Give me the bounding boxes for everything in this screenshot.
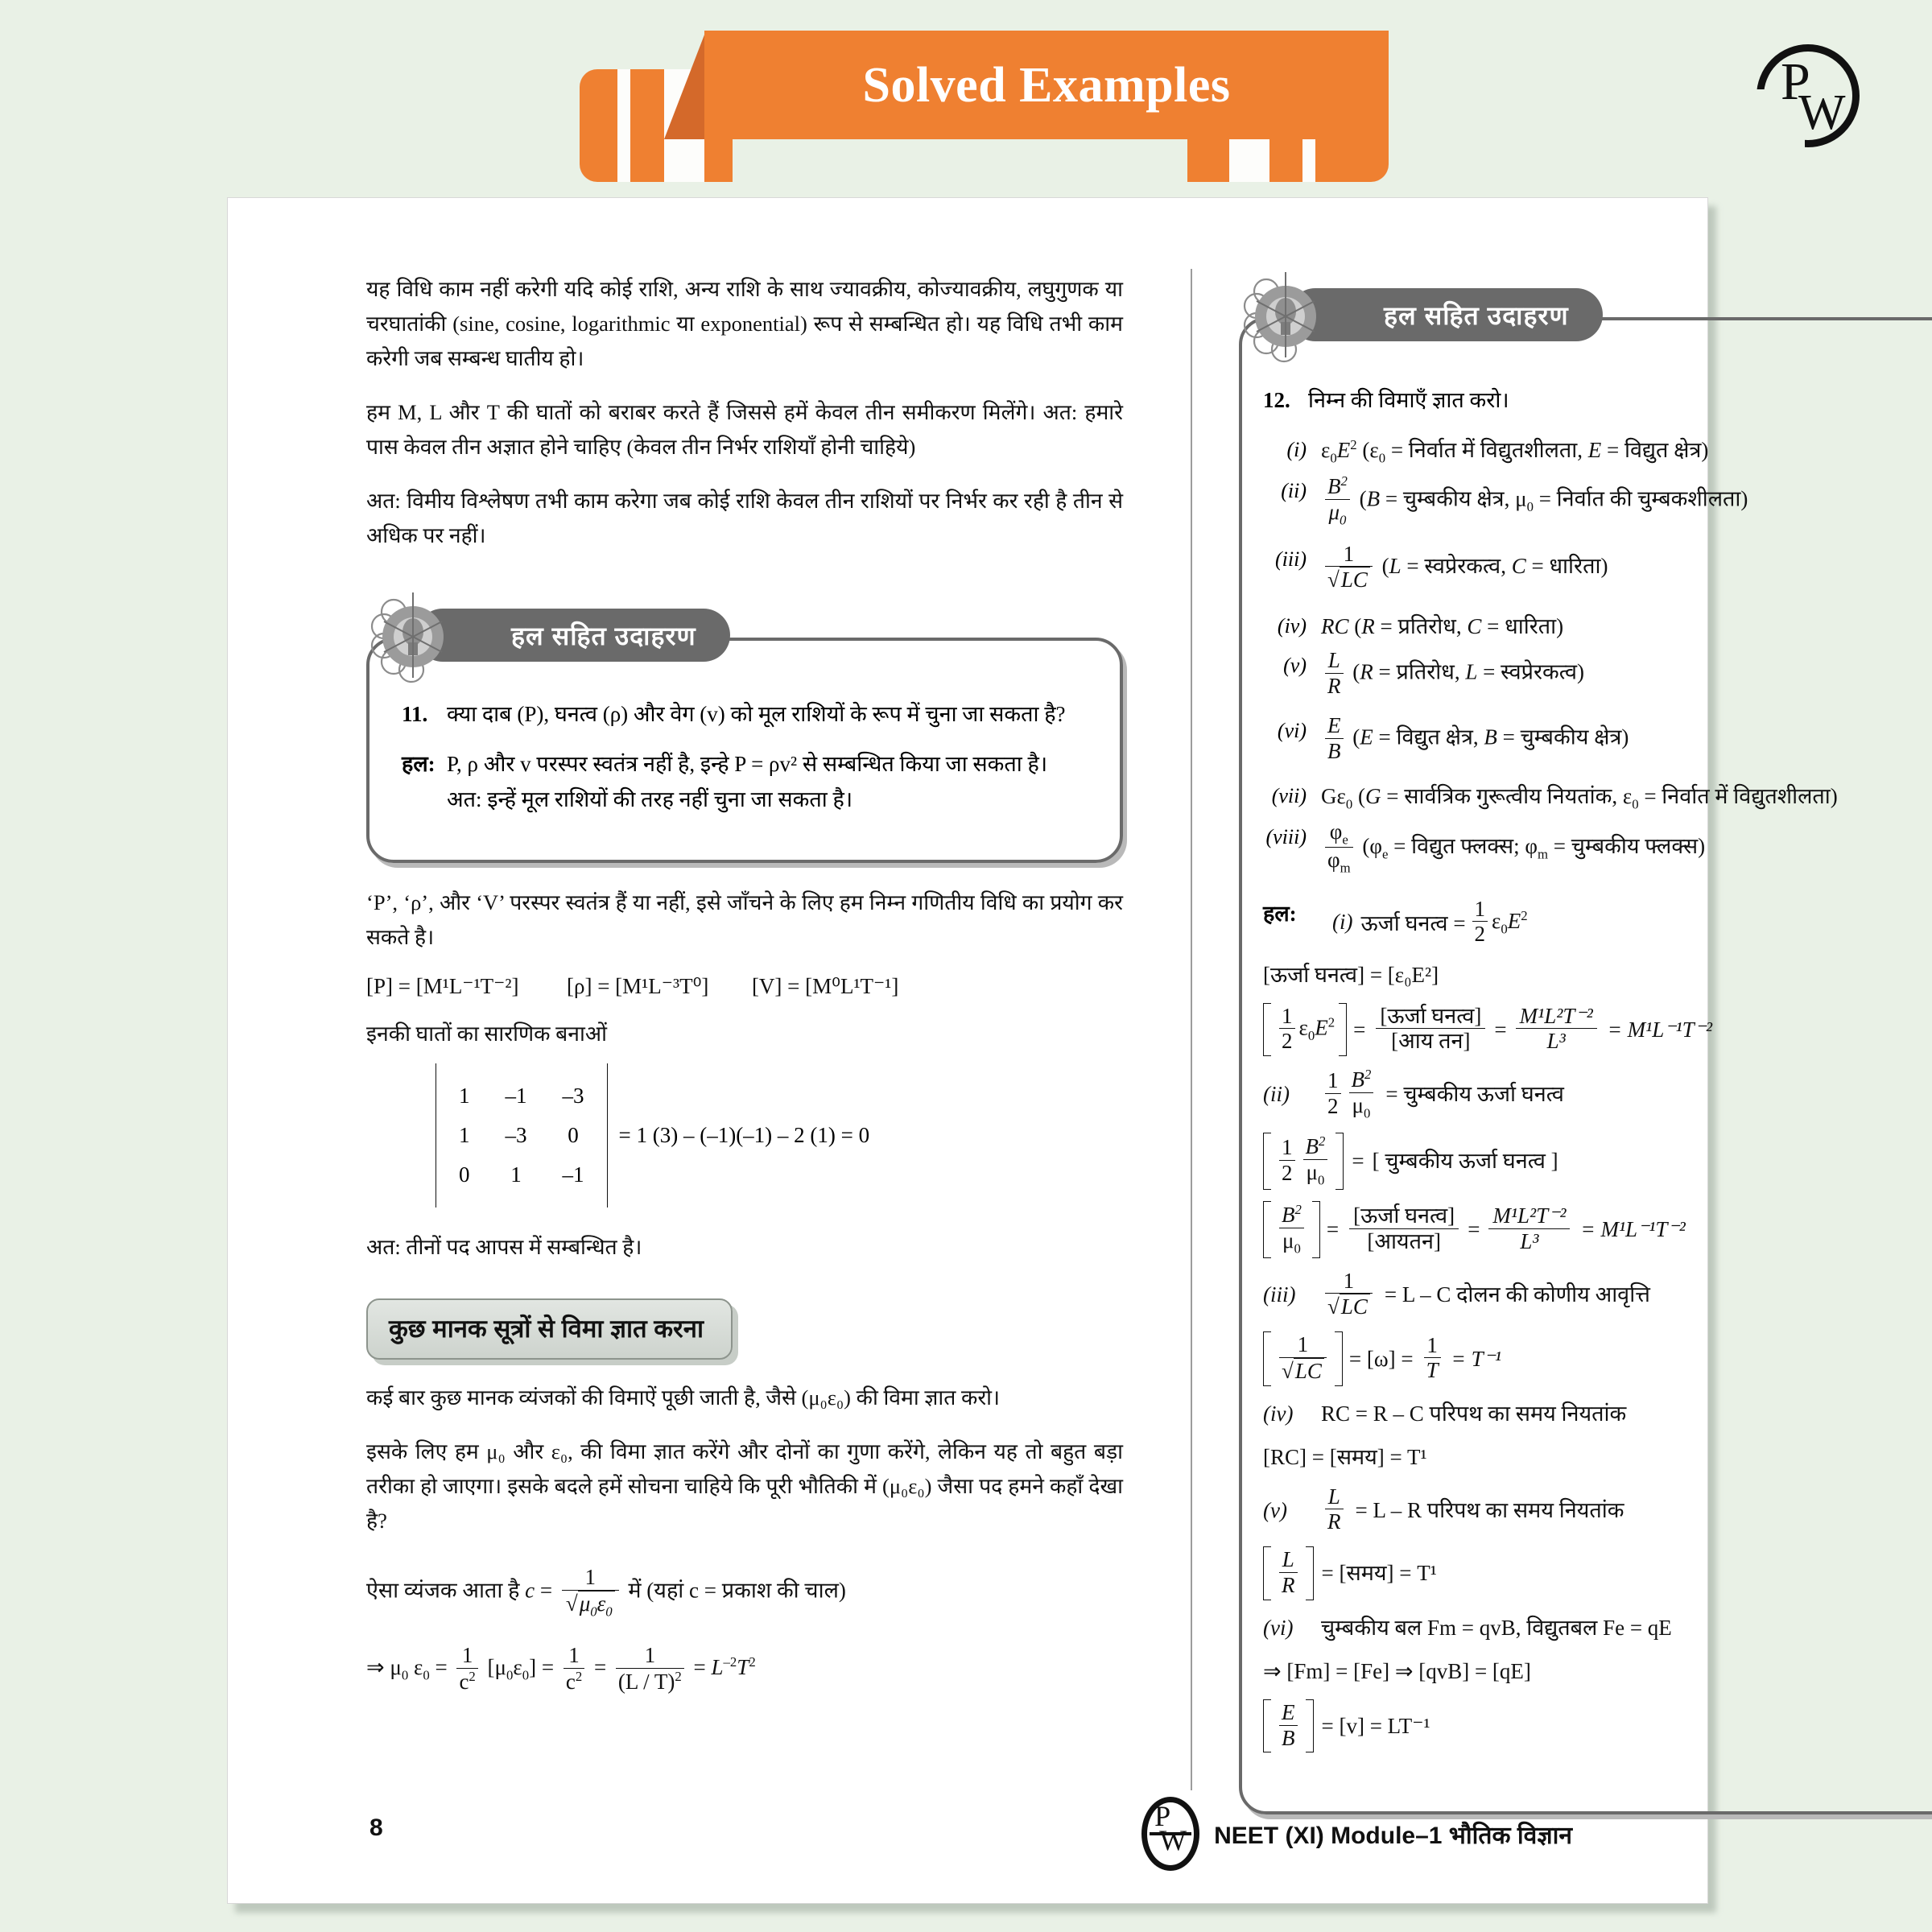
result: = M¹L⁻¹T⁻² (1580, 1216, 1686, 1241)
mid-den: L³ (1488, 1228, 1570, 1255)
paragraph: कई बार कुछ मानक व्यंजकों की विमाऐं पूछी जाती है, जैसे (μ₀ε₀) की विमा ज्ञात करो। (366, 1385, 1001, 1410)
pw-logo-letter-w: W (1798, 85, 1846, 140)
paragraph: यह विधि काम नहीं करेगी यदि कोई राशि, अन्य राशि के साथ ज्यावक्रीय, कोज्यावक्रीय, लघुगुणक या चरघातांकी (sine, cosine, logarithmic या exponential) रूप से सम्बन्धित हो। यह विधि तभी काम करेगी जब सम्बन्ध घातीय हो। (366, 277, 1123, 370)
solution-step-text: [ऊर्जा घनत्व] = [ε₀E²] (1263, 963, 1439, 988)
solution-item-numeral: (iii) (1263, 1282, 1296, 1307)
solution-item-numeral: (v) (1263, 1497, 1287, 1522)
solution-item-numeral: (iv) (1263, 1401, 1294, 1426)
det-cell: 1 (510, 1162, 522, 1187)
mu-epsilon-formula: ⇒ $\mu_0$ $\varepsilon_0$ = $\frac{1}{c^2}$ $[\mu_0\varepsilon_0]$ = $\frac{1}{c^2}$ = $\frac{1}{(L / T)^2}$ = $L^{-2}T^2$ (366, 1642, 756, 1694)
question-number: 12. (1263, 388, 1290, 412)
question-item: (i) $\varepsilon_0E^2$ ($\varepsilon_0$ = निर्वात में विद्युतशीलता, E = विद्युत क्षेत्र) (1263, 433, 1932, 469)
determinant-row (436, 1063, 1123, 1208)
mid-num: M¹L²T⁻² (1492, 1203, 1567, 1228)
solution-item-numeral: (ii) (1263, 1082, 1290, 1107)
dim-p: [P] = [M¹L⁻¹T⁻²] (366, 973, 519, 998)
num-label: [ऊर्जा घनत्व] (1380, 1003, 1482, 1028)
example-number: 11. (402, 702, 428, 727)
solution-step: (iii) $\frac{1}{√LC}$ = L – C दोलन की कोणीय आवृत्ति (1263, 1268, 1650, 1319)
solution-step-text: = [ω] = (1348, 1346, 1414, 1371)
formula-prefix: ऐसा व्यंजक आता है (366, 1578, 520, 1603)
speed-of-light-formula: ऐसा व्यंजक आता है c = $\frac{1}{√\mu_0\varepsilon_0}$ में (यहां c = प्रकाश की चाल) (366, 1565, 846, 1620)
det-cell: 1 (459, 1084, 470, 1108)
question-item: (v) $\frac{L}{R}$ (R = प्रतिरोध, L = स्वप्रेरकत्व) (1263, 649, 1932, 700)
solution-step: $\frac{E}{B}$ = [v] = LT⁻¹ (1263, 1699, 1932, 1753)
determinant-result: = 1 (3) – (–1)(–1) – 2 (1) = 0 (618, 1123, 870, 1148)
example-question-row (402, 697, 1088, 733)
paragraph: ‘P’, ‘ρ’, और ‘V’ परस्पर स्वतंत्र हैं या नहीं, इसे जाँचने के लिए हम निम्न गणितीय विधि का प्रयोग कर सकते है। (366, 890, 1123, 949)
banner-body (704, 31, 1389, 139)
pw-logo-letter-p: P (1154, 1800, 1171, 1832)
det-cell: 0 (568, 1123, 579, 1148)
solution-step: $\frac{L}{R}$ = [समय] = T¹ (1263, 1546, 1932, 1600)
determinant-matrix (436, 1063, 608, 1208)
question-item: (viii) $\frac{\varphi_e}{\varphi_m}$ ($\varphi_e$ = विद्युत फ्लक्स; $\varphi_m$ = चुम्बकीय फ्लक्स) (1263, 820, 1932, 877)
solution-step-text: = L – C दोलन की कोणीय आवृत्ति (1384, 1282, 1650, 1307)
dim-rho: [ρ] = [M¹L⁻³T⁰] (567, 973, 709, 998)
det-cell: 1 (459, 1123, 470, 1148)
footer-book-line: NEET (XI) Module–1 भौतिक विज्ञान (1214, 1822, 1572, 1849)
section-heading-label: कुछ मानक सूत्रों से विमा ज्ञात करना (389, 1315, 704, 1344)
column-divider (1191, 269, 1192, 1790)
num-label: [ऊर्जा घनत्व] (1353, 1203, 1455, 1228)
mid-den: L³ (1516, 1028, 1597, 1055)
solution-step: $\frac{B^2}{\mu_0}$ = $\frac{\text{[ऊर्जा घनत्व]}}{\text{[आयतन]}}$ = $\frac{\text{M¹L²T⁻²}}{\text{L³}}$ = M¹L⁻¹T⁻² (1263, 1201, 1932, 1258)
footer-brand (1141, 1797, 1572, 1871)
badge-pill (1289, 288, 1603, 341)
det-cell: 0 (459, 1162, 470, 1187)
example-question-text: क्या दाब (P), घनत्व (ρ) और वेग (v) को मूल राशियों के रूप में चुना जा सकता है? (447, 702, 1066, 727)
question-box (1239, 317, 1932, 1814)
solution-step (1263, 1441, 1932, 1474)
page-title: Solved Examples (862, 57, 1231, 113)
question-stem: निम्न की विमाएँ ज्ञात करो। (1308, 388, 1509, 412)
pw-logo-letter-p: P (1781, 52, 1810, 111)
solution-step-text: ⇒ [Fm] = [Fe] ⇒ [qvB] = [qE] (1263, 1659, 1531, 1684)
paragraph: अत: तीनों पद आपस में सम्बन्धित है। (366, 1235, 642, 1260)
solution-item-numeral: (i) (1332, 910, 1353, 935)
solution-step-text: RC = R – C परिपथ का समय नियतांक (1321, 1401, 1627, 1426)
page-footer (228, 1792, 1709, 1889)
left-column (366, 272, 1123, 1695)
example-solution-row (402, 747, 1088, 817)
solution-step: (v) $\frac{L}{R}$ = L – R परिपथ का समय नियतांक (1263, 1484, 1624, 1534)
section-heading (366, 1298, 733, 1360)
solution-step-text: [ चुम्बकीय ऊर्जा घनत्व ] (1372, 1149, 1558, 1174)
solution-step (1263, 1612, 1932, 1645)
solution-step-text: = [समय] = T¹ (1321, 1561, 1437, 1586)
example-solution-text: P, ρ और v परस्पर स्वतंत्र नहीं है, इन्हे P = ρv² से सम्बन्धित किया जा सकता है। अत: इन्हें मूल राशियों की तरह नहीं चुना जा सकता है। (447, 752, 1048, 811)
lightbulb-icon (1239, 269, 1335, 364)
solution-step (1263, 1655, 1932, 1688)
result: = M¹L⁻¹T⁻² (1607, 1017, 1712, 1042)
pw-logo-icon (1141, 1797, 1199, 1871)
solution-step: $\frac{1}{2}$ $\varepsilon_0E^2$ = $\frac{\text{[ऊर्जा घनत्व]}}{\text{[आय तन]}}$ = $\frac{\text{M¹L²T⁻²}}{\text{L³}}$ = M¹L⁻¹T⁻² (1263, 1003, 1932, 1057)
den-label: [आय तन] (1376, 1028, 1485, 1055)
item-numeral: (iv) (1277, 614, 1307, 638)
item-numeral: (viii) (1265, 824, 1307, 848)
solution-step: (ii) $\frac{1}{2}$ $\frac{B^2}{\mu_0}$ = चुम्बकीय ऊर्जा घनत्व (1263, 1067, 1564, 1121)
question-item: (vi) $\frac{E}{B}$ (E = विद्युत क्षेत्र, B = चुम्बकीय क्षेत्र) (1263, 714, 1932, 765)
example-box (366, 638, 1123, 862)
question-stem-row (1263, 383, 1932, 419)
paragraph: इसके लिए हम μ₀ और ε₀, की विमा ज्ञात करेंगे और दोनों का गुणा करेंगे, लेकिन यह तो बहुत बड़ा तरीका हो जाएगा। इसके बदले हमें सोचना चाहिये कि पूरी भौतिकी में (μ₀ε₀) जैसा पद हमने कहाँ देखा है? (366, 1439, 1123, 1534)
item-numeral: (i) (1286, 437, 1307, 461)
det-cell: –3 (562, 1084, 584, 1108)
paragraph: हम M, L और T की घातों को बराबर करते हैं जिससे हमें केवल तीन समीकरण मिलेंगे। अत: हमारे पास केवल तीन अज्ञात होने चाहिए (केवल तीन निर्भर राशियाँ होनी चाहिये) (366, 399, 1123, 459)
det-cell: –1 (505, 1084, 527, 1108)
item-numeral: (iii) (1275, 547, 1307, 571)
solution-row: हल: (i) ऊर्जा घनत्व = $\frac{1}{2}$ $\varepsilon_0E^2$ (1263, 896, 1528, 947)
solution-text: ऊर्जा घनत्व = (1360, 911, 1466, 936)
page-header (0, 0, 1932, 185)
item-numeral: (vi) (1277, 718, 1307, 742)
fraction-c: $\frac{1}{√\mu_0\varepsilon_0}$ (562, 1566, 619, 1620)
page-sheet (227, 197, 1838, 1904)
solution-step-text: चुम्बकीय बल Fm = qvB, विद्युतबल Fe = qE (1321, 1615, 1672, 1640)
question-item: (ii) $\frac{B^2}{\mu_0}$ (B = चुम्बकीय क्षेत्र, $\mu_0$ = निर्वात की चुम्बकशीलता) (1263, 474, 1932, 528)
det-cell: –1 (562, 1162, 584, 1187)
det-cell: –3 (505, 1123, 527, 1148)
badge-pill (416, 609, 730, 662)
badge-label: हल सहित उदाहरण (1384, 300, 1569, 330)
solution-item-numeral: (vi) (1263, 1615, 1294, 1640)
formula-suffix: में (यहां c = प्रकाश की चाल) (628, 1578, 846, 1603)
pw-logo-icon (1757, 44, 1860, 147)
dim-v: [V] = [M⁰L¹T⁻¹] (751, 973, 899, 998)
solution-step-text: = L – R परिपथ का समय नियतांक (1355, 1497, 1624, 1522)
page-number: 8 (369, 1814, 383, 1841)
solution-step (1263, 959, 1932, 992)
result: = T⁻¹ (1451, 1346, 1501, 1371)
solution-step: $\frac{1}{2}$ $\frac{B^2}{\mu_0}$ = [ चुम्बकीय ऊर्जा घनत्व ] (1263, 1133, 1932, 1190)
solution-step-text: = [v] = LT⁻¹ (1321, 1713, 1430, 1738)
badge-label: हल सहित उदाहरण (511, 621, 696, 650)
question-item: (iv) RC (R = प्रतिरोध, C = धारिता) (1263, 609, 1932, 644)
paragraph: इनकी घातों का सारणिक बनाओं (366, 1021, 607, 1046)
den-label: [आयतन] (1349, 1228, 1459, 1255)
solved-examples-banner (531, 31, 1389, 139)
solution-label: हल: (1263, 901, 1297, 926)
mid-num: M¹L²T⁻² (1519, 1003, 1593, 1028)
solution-step-text: [RC] = [समय] = T¹ (1263, 1445, 1427, 1470)
item-numeral: (v) (1283, 654, 1307, 678)
question-item: (iii) $\frac{1}{√LC}$ (L = स्वप्रेरकत्व, C = धारिता) (1263, 543, 1932, 594)
dimension-formula-row (366, 974, 1123, 999)
pw-logo-letter-w: W (1159, 1824, 1187, 1856)
item-numeral: (vii) (1271, 783, 1307, 807)
item-numeral: (ii) (1281, 478, 1307, 502)
right-column (1239, 272, 1932, 1814)
lightbulb-icon (366, 589, 463, 684)
solution-step (1263, 1397, 1932, 1430)
solution-step: $\frac{1}{√LC}$ = [ω] = $\frac{1}{T}$ = T⁻¹ (1263, 1331, 1932, 1386)
question-item: (vii) $G\varepsilon_0$ (G = सार्वत्रिक गुरूत्वीय नियतांक, $\varepsilon_0$ = निर्वात में विद्युतशीलता) (1263, 779, 1932, 815)
paragraph: अत: विमीय विश्लेषण तभी काम करेगा जब कोई राशि केवल तीन राशियों पर निर्भर कर रही है तीन से अधिक पर नहीं। (366, 488, 1123, 547)
example-solution-label: हल: (402, 752, 436, 777)
solution-step-text: = चुम्बकीय ऊर्जा घनत्व (1385, 1082, 1564, 1107)
